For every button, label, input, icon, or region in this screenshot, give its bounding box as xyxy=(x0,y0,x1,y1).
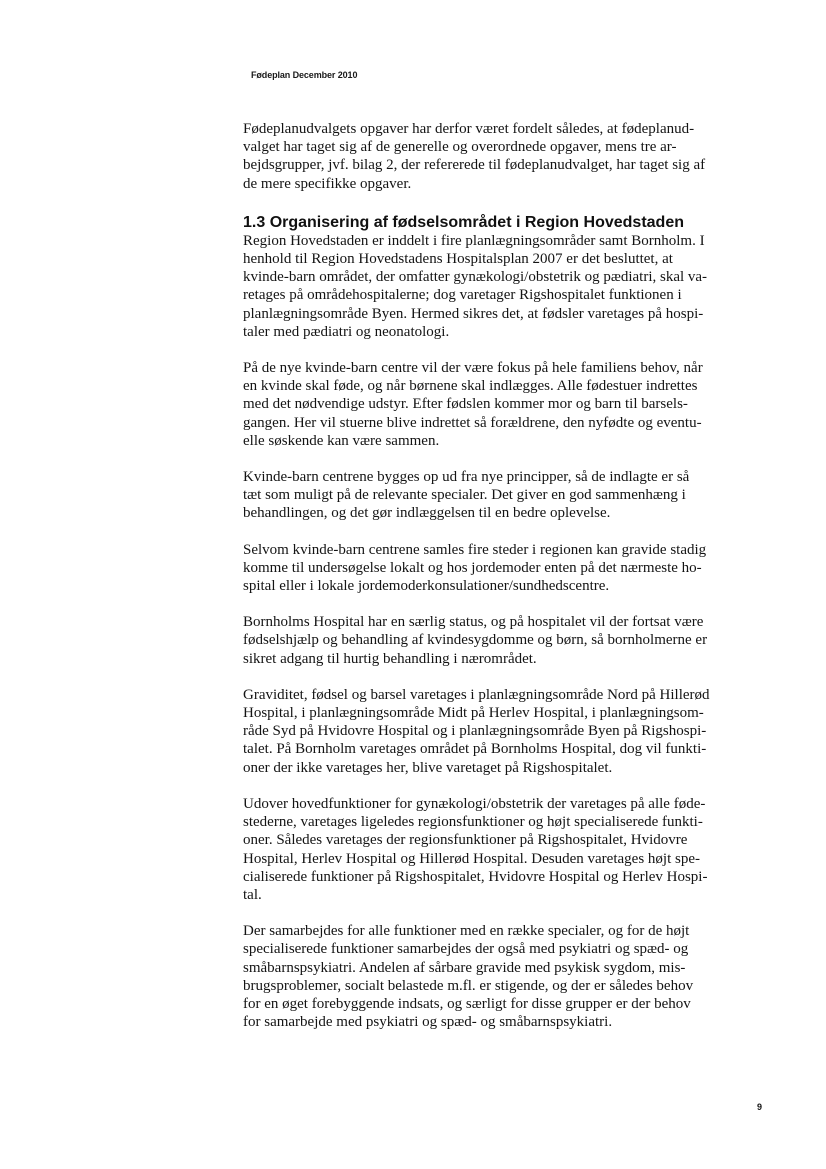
text-line: valget har taget sig af de generelle og overordnede opgaver, mens tre ar- xyxy=(243,139,677,156)
text-line: bejdsgrupper, jvf. bilag 2, der refererede til fødeplanudvalget, har taget sig af xyxy=(243,157,706,174)
document-body xyxy=(243,120,713,1049)
text-line: specialiserede funktioner samarbejdes der også med psykiatri og spæd- og xyxy=(243,941,689,958)
text-line: oner der ikke varetages her, blive varetaget på Rigshospitalet. xyxy=(243,759,613,776)
text-line: småbarnspsykiatri. Andelen af sårbare gravide med psykisk sygdom, mis- xyxy=(243,959,686,976)
text-line: en kvinde skal føde, og når børnene skal indlægges. Alle fødestuer indrettes xyxy=(243,378,698,395)
text-line: Der samarbejdes for alle funktioner med en række specialer, og for de højt xyxy=(243,923,690,940)
text-line: henhold til Region Hovedstadens Hospitalsplan 2007 er det besluttet, at xyxy=(243,251,673,268)
intro-paragraph xyxy=(243,120,713,193)
text-line: for en øget forebyggende indsats, og særligt for disse grupper er der behov xyxy=(243,995,691,1012)
text-line: gangen. Her vil stuerne blive indrettet så forældrene, den nyfødte og eventu- xyxy=(243,414,702,431)
page-number: 9 xyxy=(757,1102,763,1112)
section-heading: 1.3 Organisering af fødselsområdet i Region Hovedstaden xyxy=(243,213,684,231)
text-line: Graviditet, fødsel og barsel varetages i planlægningsområde Nord på Hillerød xyxy=(243,686,710,703)
paragraph-4 xyxy=(243,541,713,596)
paragraph-1 xyxy=(243,232,713,341)
text-line: tal. xyxy=(243,886,262,903)
text-line: retages på områdehospitalerne; dog varetager Rigshospitalet funktionen i xyxy=(243,287,682,304)
text-line: Region Hovedstaden er inddelt i fire planlægningsområder samt Bornholm. I xyxy=(243,232,705,249)
text-line: tæt som muligt på de relevante specialer. Det giver en god sammenhæng i xyxy=(243,487,686,504)
text-line: spital eller i lokale jordemoderkonsulationer/sundhedscentre. xyxy=(243,578,610,595)
text-line: med det nødvendige udstyr. Efter fødslen kommer mor og barn til barsels- xyxy=(243,396,688,413)
text-line: Hospital, i planlægningsområde Midt på Herlev Hospital, i planlægningsom- xyxy=(243,705,704,722)
text-line: for samarbejde med psykiatri og spæd- og småbarnspsykiatri. xyxy=(243,1014,613,1031)
paragraph-8 xyxy=(243,922,713,1031)
text-line: cialiserede funktioner på Rigshospitalet, Hvidovre Hospital og Herlev Hospi- xyxy=(243,868,708,885)
text-line: stederne, varetages ligeledes regionsfunktioner og højt specialiserede funkti- xyxy=(243,814,703,831)
paragraph-7 xyxy=(243,795,713,904)
text-line: komme til undersøgelse lokalt og hos jordemoder enten på det nærmeste ho- xyxy=(243,559,702,576)
text-line: Hospital, Herlev Hospital og Hillerød Hospital. Desuden varetages højt spe- xyxy=(243,850,700,867)
paragraph-3 xyxy=(243,468,713,523)
paragraph-5 xyxy=(243,613,713,668)
text-line: kvinde-barn området, der omfatter gynækologi/obstetrik og pædiatri, skal va- xyxy=(243,269,708,286)
text-line: fødselshjælp og behandling af kvindesygdomme og børn, så bornholmerne er xyxy=(243,632,708,649)
page-header: Fødeplan December 2010 xyxy=(251,70,358,80)
text-line: Udover hovedfunktioner for gynækologi/obstetrik der varetages på alle føde- xyxy=(243,795,706,812)
text-line: brugsproblemer, socialt belastede m.fl. er stigende, og der er således behov xyxy=(243,977,694,994)
text-line: sikret adgang til hurtig behandling i nærområdet. xyxy=(243,650,537,667)
text-line: elle søskende kan være sammen. xyxy=(243,432,440,449)
paragraph-2 xyxy=(243,359,713,450)
text-line: planlægningsområde Byen. Hermed sikres det, at fødsler varetages på hospi- xyxy=(243,305,704,322)
text-line: råde Syd på Hvidovre Hospital og i planlægningsområde Byen på Rigshospi- xyxy=(243,723,707,740)
text-line: Kvinde-barn centrene bygges op ud fra nye principper, så de indlagte er så xyxy=(243,469,690,486)
text-line: På de nye kvinde-barn centre vil der være fokus på hele familiens behov, når xyxy=(243,360,703,377)
text-line: de mere specifikke opgaver. xyxy=(243,175,412,192)
text-line: Fødeplanudvalgets opgaver har derfor været fordelt således, at fødeplanud- xyxy=(243,121,695,137)
text-line: Selvom kvinde-barn centrene samles fire steder i regionen kan gravide stadig xyxy=(243,541,707,558)
paragraph-6 xyxy=(243,686,713,777)
text-line: talet. På Bornholm varetages området på Bornholms Hospital, dog vil funkti- xyxy=(243,741,707,758)
text-line: behandlingen, og det gør indlæggelsen til en bedre oplevelse. xyxy=(243,505,611,522)
text-line: oner. Således varetages der regionsfunktioner på Rigshospitalet, Hvidovre xyxy=(243,832,688,849)
text-line: taler med pædiatri og neonatologi. xyxy=(243,323,450,340)
text-line: Bornholms Hospital har en særlig status, og på hospitalet vil der fortsat være xyxy=(243,614,704,631)
